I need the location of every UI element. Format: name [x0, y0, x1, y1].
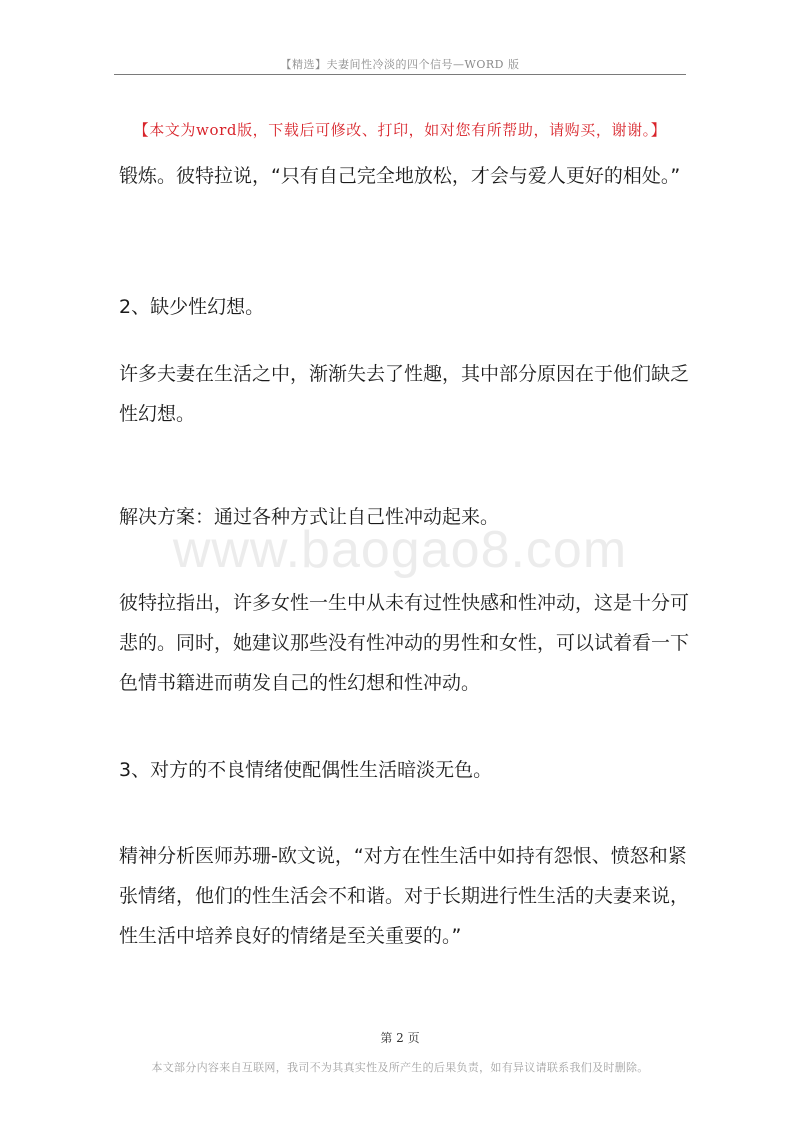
paragraph: 锻炼。彼特拉说，“只有自己完全地放松，才会与爱人更好的相处。” [119, 165, 681, 187]
watermark: www.baogao8.com [172, 521, 628, 579]
header-divider [114, 74, 686, 75]
section-heading: 2、缺少性幻想。 [119, 296, 265, 318]
footer-disclaimer: 本文部分内容来自互联网，我司不为其真实性及所产生的后果负责，如有异议请联系我们及时删除。 [151, 1061, 649, 1074]
paragraph: 彼特拉指出，许多女性一生中从未有过性快感和性冲动，这是十分可悲的。同时，她建议那些没有性冲动的男性和女性，可以试着看一下色情书籍进而萌发自己的性幻想和性冲动。 [119, 592, 690, 694]
page-header: 【精选】夫妻间性冷淡的四个信号—WORD 版 [280, 58, 520, 71]
paragraph: 许多夫妻在生活之中，渐渐失去了性趣，其中部分原因在于他们缺乏性幻想。 [119, 363, 690, 425]
paragraph: 精神分析医师苏珊-欧文说，“对方在性生活中如持有怨恨、愤怒和紧张情绪，他们的性生活会不和谐。对于长期进行性生活的夫妻来说，性生活中培养良好的情绪是至关重要的。” [119, 845, 690, 947]
paragraph: 解决方案：通过各种方式让自己性冲动起来。 [119, 506, 500, 528]
download-notice: 【本文为word版，下载后可修改、打印，如对您有所帮助，请购买，谢谢。】 [133, 121, 667, 139]
page-number: 第 2 页 [380, 1031, 420, 1045]
section-heading: 3、对方的不良情绪使配偶性生活暗淡无色。 [119, 759, 493, 781]
